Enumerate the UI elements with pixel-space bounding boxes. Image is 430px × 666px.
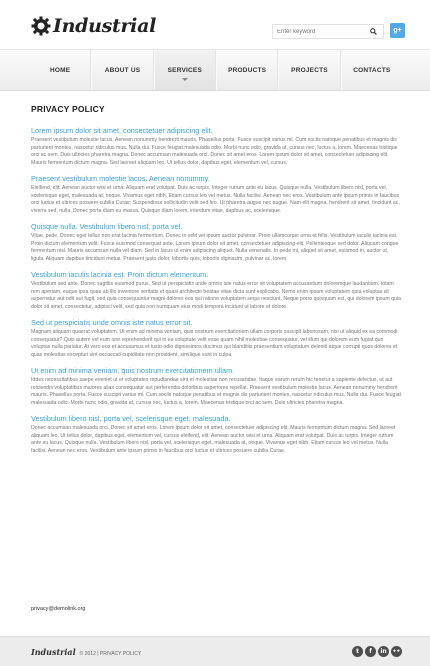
section-body: Praesent vestibulum molestie lacus. Aenean nonummy hendrerit mauris. Phasellus porta. Fusce suscipit varius mi. Cum sociis natoque penatibus et magnis dis parturient montes, nascetur ridiculus mus. Nulla dui. Fusce feugiat malesuada odio. Morbi nunc odio, gravida at, cursus nec, luctus a, lorem. Maecenas tristique orci ac sem. Duis ultricies pharetra magna. Donec accumsan malesuada orci. Donec sit amet eros. Lorem ipsum dolor sit amet, consectetuer adipiscing elit. Mauris fermentum dictum magna. Sed laoreet aliquam leo. Ut tellus dolor, dapibus eget, elementum vel, cursus.	[31, 137, 398, 166]
site-footer	[0, 636, 430, 666]
section-heading: Vestibulum iaculis lacinia est. Proin dictum elementum.	[31, 270, 209, 279]
section-heading: Sed ut perspiciatis unde omnis iste natus error sit.	[31, 318, 193, 327]
logo-text: Industrial	[53, 15, 157, 37]
policy-section	[31, 222, 401, 263]
main-content	[31, 104, 401, 462]
policy-section	[31, 414, 401, 455]
flickr-icon[interactable]: ••	[392, 648, 401, 655]
section-body: Eleifend, elit. Aenean auctor wisi et urna. Aliquam erat volutpat. Duis ac turpis. Integer rutrum ante eu lacus. Quisque nulla. Vestibulum libero nisl, porta vel, scelerisque eget, malesuada at, neque. Vivamus eget nibh. Etiam cursus leo vel metus. Nulla facilisi. Aenean nec eros. Vestibulum ante ipsum primis in faucibus orci luctus et ultrices posuere cubilia Curae; Suspendisse sollicitudin velit sed leo. Ut pharetra augue nec augue. Nam elit magna, hendrerit sit amet, tincidunt ac, viverra sed, nulla. Donec porta diam eu massa. Quisque diam lorem, interdum vitae, dapibus ac, scelerisque.	[31, 185, 400, 214]
caret-down-icon	[182, 78, 188, 81]
section-heading: Praesent vestibulum molestie lacus. Aenean nonummy.	[31, 174, 210, 183]
policy-section	[31, 174, 401, 215]
policy-section	[31, 318, 401, 359]
nav-item-contacts[interactable]: CONTACTS	[341, 50, 402, 90]
footer-copyright: © 2012 | PRIVACY POLICY	[79, 651, 142, 657]
search-box	[272, 24, 384, 39]
site-header	[0, 0, 430, 48]
section-body: Donec accumsan malesuada orci. Donec sit amet eros. Lorem ipsum dolor sit amet, consectetuer adipiscing elit. Mauris fermentum dictum magna. Sed laoreet aliquam leo. Ut tellus dolor, dapibus eget, elementum vel, cursus eleifend, elit. Aenean auctor wisi et urna. Aliquam erat volutpat. Duis ac turpis. Integer rutrum ante eu lacus. Quisque nulla. Vestibulum libero nisl, porta vel, scelerisque eget, malesuada at, neque. Vivamus eget nibh. Etiam cursus leo vel metus. Nulla facilisi. Aenean nec eros. Vestibulum ante ipsum primis in faucibus orci luctus et ultrices posuere cubilia Curae.	[31, 425, 396, 454]
footer-brand	[31, 647, 141, 657]
section-heading: Quisque nulla. Vestibulum libero nisl, porta vel.	[31, 222, 183, 231]
search-icon[interactable]	[367, 26, 379, 38]
search-input[interactable]	[273, 25, 367, 38]
policy-section	[31, 270, 401, 311]
main-nav	[0, 49, 430, 91]
section-body: Vitae, pede. Donec eget tellus non erat lacinia fermentum. Donec in velit vel ipsum auctor pulvinar. Proin ullamcorper urna et felis. Vestibulum iaculis lacinia est. Proin dictum elementum velit. Fusce euismod consequat ante. Lorem ipsum dolor sit amet, consectetuer adipiscing elit. Pellentesque sed dolor. Aliquam congue fermentum nisl. Mauris accumsan nulla vel diam. Sed in lacus ut enim adipiscing aliquet. Nulla venenatis. In pede mi, aliquet sit amet, euismod in, auctor ut, ligula. Aliquam dapibus tincidunt metus. Praesent justo dolor, lobortis quis, lobortis dignissim, pulvinar ac, lorem.	[31, 233, 399, 262]
section-body: Magnam aliquam quaerat voluptatem. Ut enim ad minima veniam, quis nostrum exercitationem ullam corporis suscipit laboriosam, nisi ut aliquid ex ea commodi consequatur? Quis autem vel eum iure reprehenderit qui in ea voluptate velit esse quam nihil molestiae consequatur, vel illum qui dolorem eum fugiat quo voluptas nulla pariatur. At vero eos et accusamus et iusto odio dignissimos ducimus qui blanditiis praesentium voluptatum deleniti atque corrupti quos dolores et quas molestias excepturi sint occaecati cupiditate non provident, similique sunt in culpa.	[31, 329, 398, 358]
google-plus-icon[interactable]: g+	[390, 23, 405, 38]
section-heading: Ut enim ad minima veniam, quis nostrum exercitationem ullam.	[31, 366, 235, 375]
section-body: Vestibulum sed ante. Donec sagittis euismod purus. Sed ut perspiciatis unde omnis iste natus error sit voluptatem accusantium doloremque laudantium, totam rem aperiam, eaque ipsa quae ab illo inventore veritatis et quasi architecto beatae vitae dicta sunt explicabo. Nemo enim ipsam voluptatem quia voluptas sit aspernatur aut odit aut fugit, sed quia consequuntur magni dolores eos qui ratione voluptatem sequi nesciunt. Neque porro quisquam est, qui dolorem ipsum quia dolor sit amet, consectetur, adipisci velit, sed quia non numquam eius modi tempora incidunt ut labore et dolore.	[31, 281, 401, 310]
footer-logo[interactable]: Industrial	[31, 647, 76, 657]
twitter-icon[interactable]: t	[352, 646, 363, 657]
nav-item-products[interactable]: PRODUCTS	[216, 50, 278, 90]
policy-section	[31, 126, 401, 167]
section-body: Iddes necessitatibus saepe eveniet ut et voluptates repudiandae sint et molestiae non recusandae. Itaque earum rerum hic tenetur a sapiente delectus, ut aut reiciendis voluptatibus maiores alias consequatur aut perferendis doloribus asperiores repellat. Praesent vestibulum molestie lacus. Aenean nonummy hendrerit mauris. Phasellus porta. Fusce suscipit varius mi. Cum sociis natoque penatibus et magnis dis parturient montes, nascetur ridiculus mus. Nulla dui. Fusce feugiat malesuada odio. Morbi nunc odio, gravida at, cursus nec, luctus a, lorem. Maecenas tristique orci ac sem. Duis ultricies pharetra magna.	[31, 377, 401, 406]
nav-item-about-us[interactable]: ABOUT US	[91, 50, 153, 90]
nav-item-projects[interactable]: PROJECTS	[278, 50, 340, 90]
facebook-icon[interactable]: f	[365, 646, 376, 657]
site-logo[interactable]	[31, 15, 156, 37]
nav-item-services[interactable]	[154, 50, 216, 90]
linkedin-icon[interactable]: in	[378, 646, 389, 657]
gear-logo-icon	[31, 16, 51, 36]
social-links	[352, 646, 402, 657]
policy-section	[31, 366, 401, 407]
privacy-email-link[interactable]: privacy@demolink.org	[31, 606, 86, 612]
section-heading: Vestibulum libero nisl, porta vel, scelerisque eget, malesuada.	[31, 414, 231, 423]
page-title: PRIVACY POLICY	[31, 104, 105, 114]
nav-item-services-label: SERVICES	[167, 66, 202, 74]
nav-item-home[interactable]: HOME	[30, 50, 91, 90]
section-heading: Lorem ipsum dolor sit amet, consectetuer adipiscing elit.	[31, 126, 213, 135]
